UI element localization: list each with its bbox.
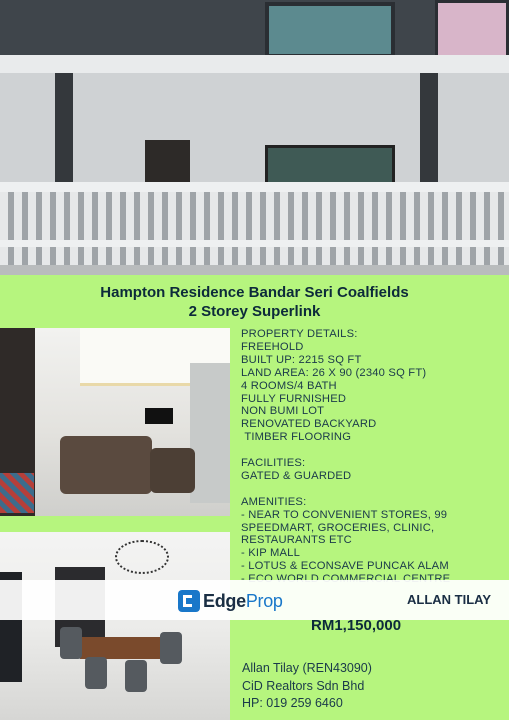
- title-line-1: Hampton Residence Bandar Seri Coalfields: [100, 284, 409, 301]
- detail-line: NON BUMI LOT: [241, 405, 325, 418]
- detail-line: BUILT UP: 2215 SQ FT: [241, 353, 362, 366]
- detail-line: RESTAURANTS ETC: [241, 534, 352, 547]
- agent-name-banner: ALLAN TILAY: [407, 592, 492, 607]
- detail-line: [241, 483, 503, 496]
- detail-line: AMENITIES:: [241, 495, 307, 508]
- detail-line: 4 ROOMS/4 BATH: [241, 379, 337, 392]
- contact-phone[interactable]: HP: 019 259 6460: [242, 696, 343, 710]
- detail-line: - NEAR TO CONVENIENT STORES, 99: [241, 508, 448, 521]
- agent-contact: [242, 660, 372, 713]
- living-room-photo: [0, 328, 230, 516]
- listing-price: RM1,150,000: [311, 617, 402, 634]
- detail-line: FACILITIES:: [241, 457, 306, 470]
- detail-line: LAND AREA: 26 X 90 (2340 SQ FT): [241, 366, 427, 379]
- detail-line: FULLY FURNISHED: [241, 392, 347, 405]
- title-line-2: 2 Storey Superlink: [188, 303, 321, 320]
- detail-line: GATED & GUARDED: [241, 469, 352, 482]
- detail-line: - KIP MALL: [241, 547, 300, 560]
- property-details: [241, 328, 503, 586]
- contact-company: CiD Realtors Sdn Bhd: [242, 678, 365, 693]
- contact-name: Allan Tilay (REN43090): [242, 661, 372, 675]
- detail-line: [241, 444, 503, 457]
- dining-room-photo: [0, 532, 230, 720]
- edgeprop-logo[interactable]: [178, 588, 283, 614]
- edgeprop-logo-text: EdgeProp: [203, 590, 283, 611]
- detail-line: SPEEDMART, GROCERIES, CLINIC,: [241, 521, 435, 534]
- detail-line: RENOVATED BACKYARD: [241, 418, 377, 431]
- house-exterior-photo: [0, 0, 509, 275]
- detail-line: TIMBER FLOORING: [241, 431, 352, 444]
- listing-title: [0, 283, 509, 321]
- detail-line: PROPERTY DETAILS:: [241, 328, 358, 340]
- detail-line: FREEHOLD: [241, 340, 304, 353]
- detail-line: - LOTUS & ECONSAVE PUNCAK ALAM: [241, 560, 449, 573]
- edgeprop-logo-icon: [178, 590, 200, 612]
